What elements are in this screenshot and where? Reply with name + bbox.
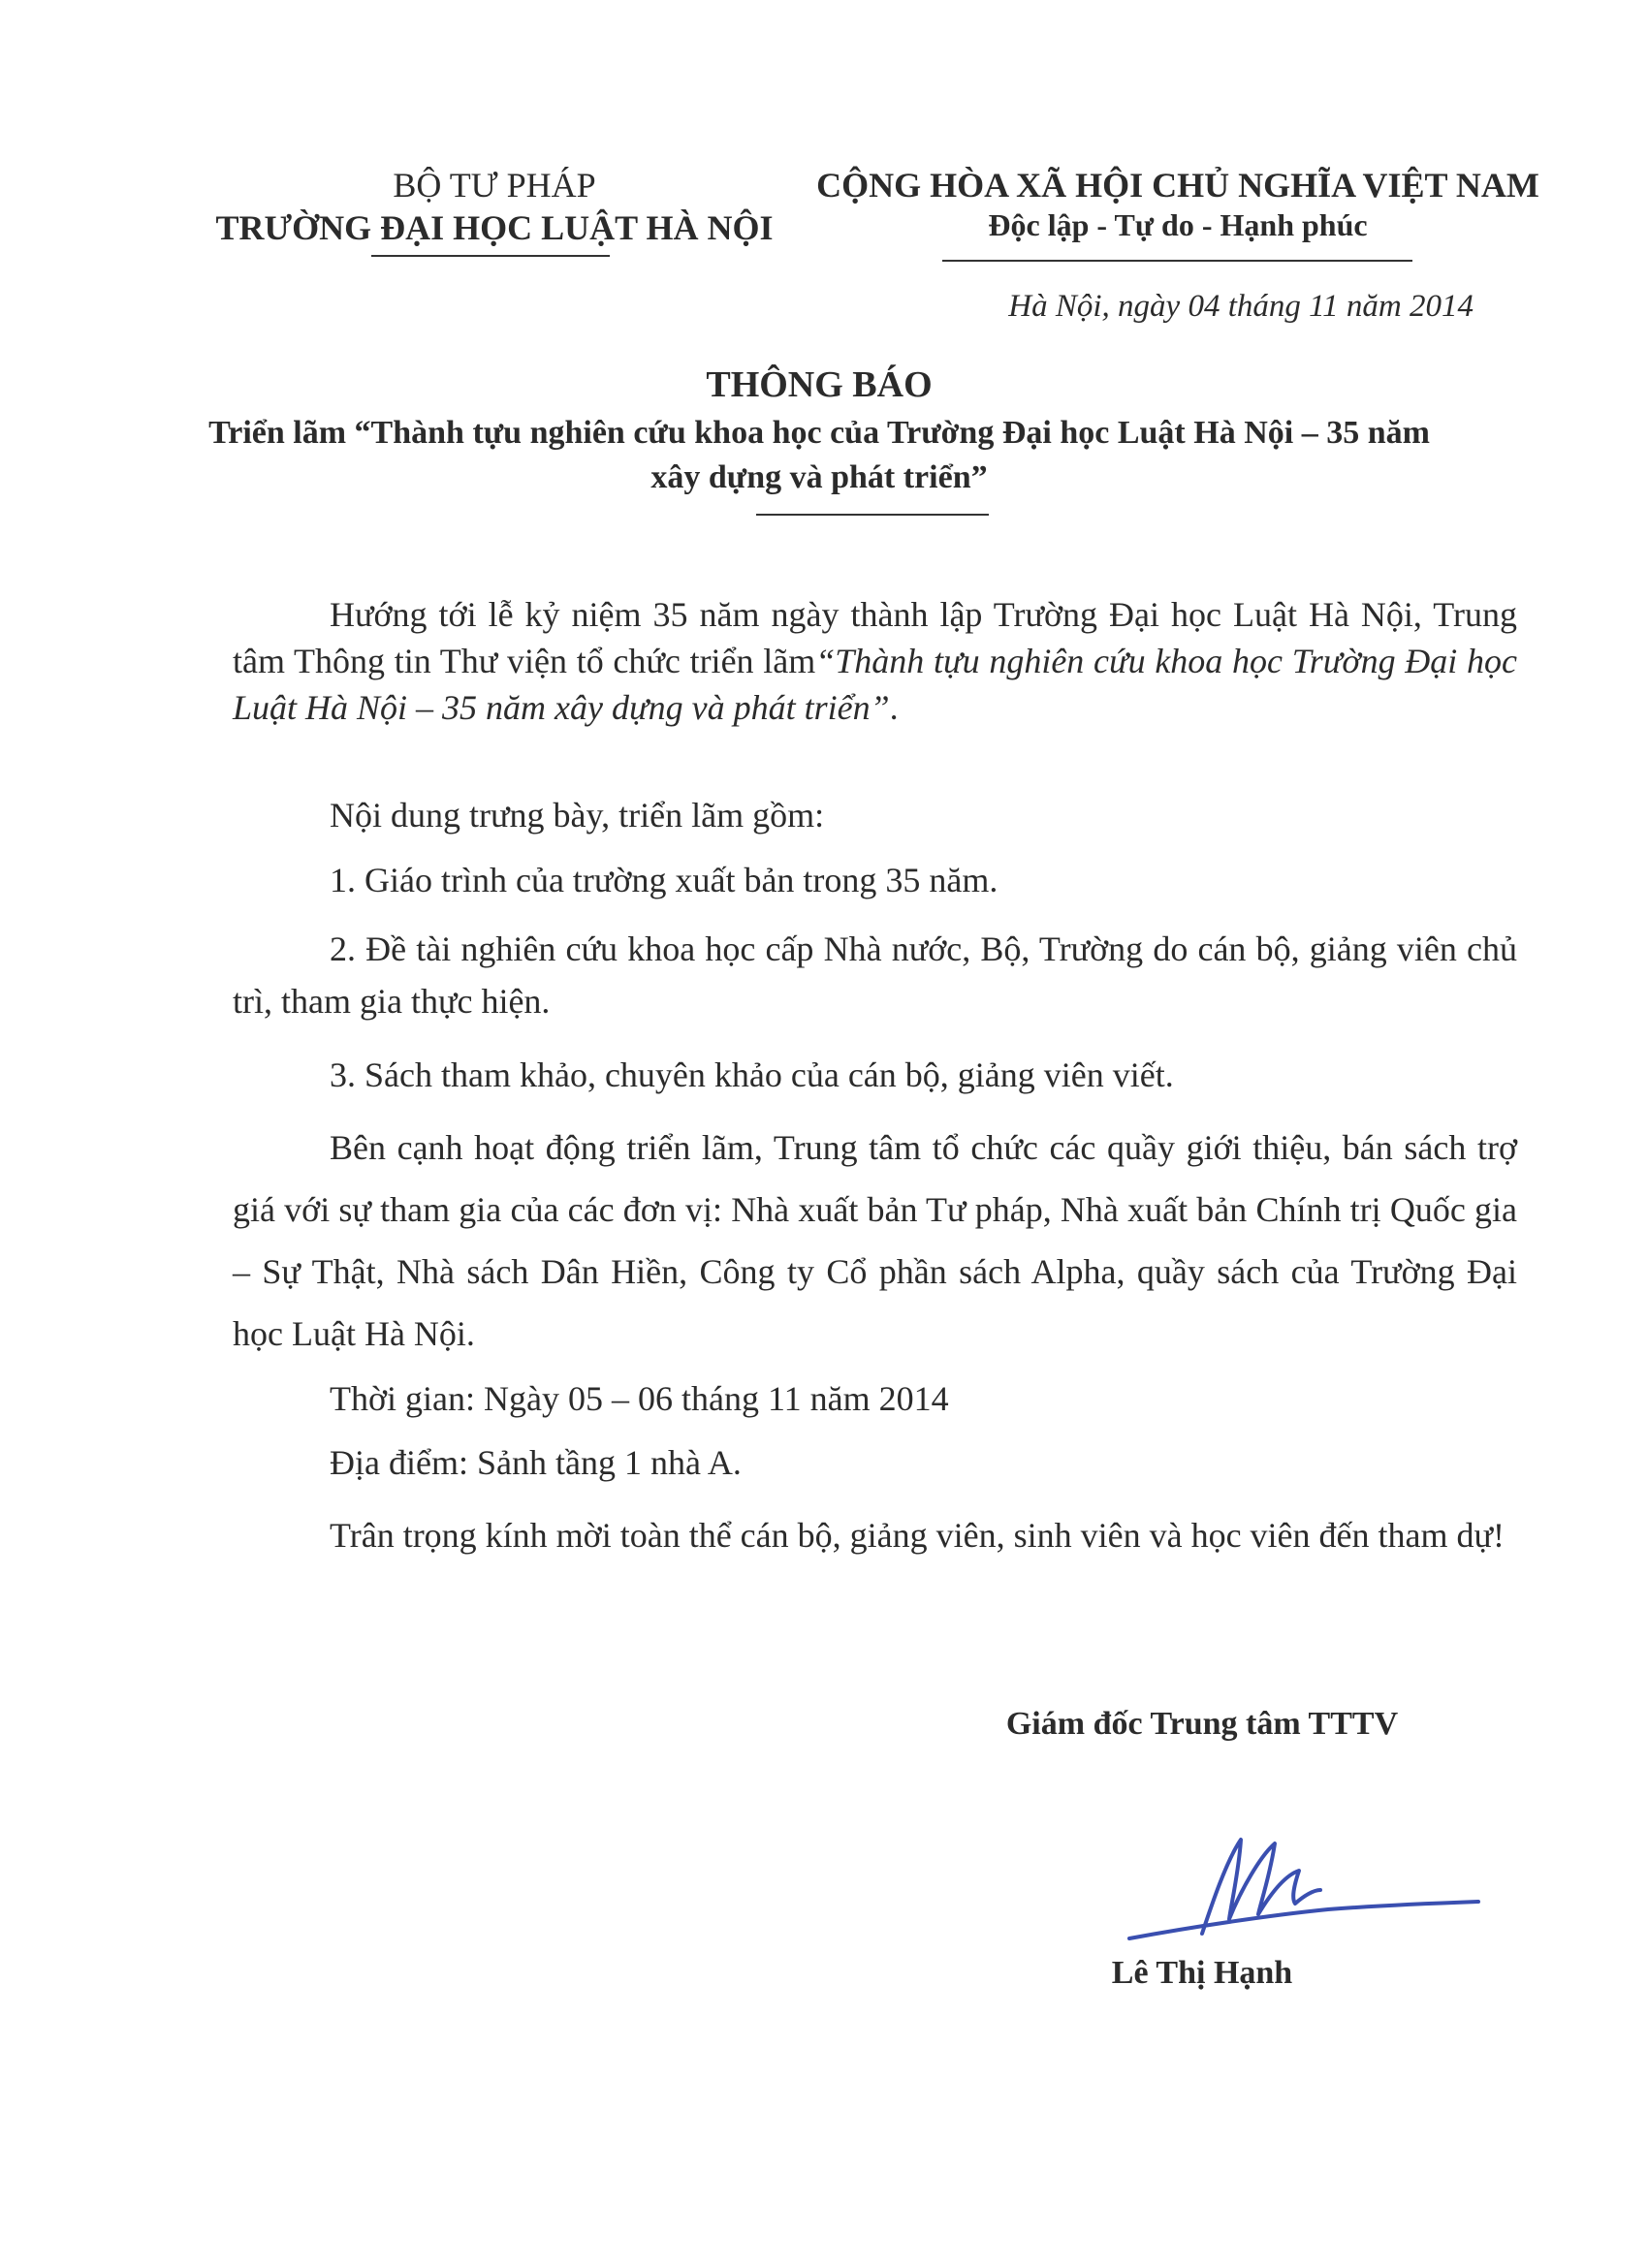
document-subtitle: Triển lãm “Thành tựu nghiên cứu khoa học của Trường Đại học Luật Hà Nội – 35 năm xây dựng và phát triển” bbox=[208, 415, 1430, 495]
exhibition-name: “Thành tựu nghiên cứu khoa học Trường Đại học Luật Hà Nội – 35 năm xây dựng và phát triển” bbox=[233, 642, 1517, 727]
event-place: Địa điểm: Sảnh tầng 1 nhà A. bbox=[330, 1443, 742, 1482]
header-right-underline bbox=[942, 260, 1412, 262]
event-time: Thời gian: Ngày 05 – 06 tháng 11 năm 2014 bbox=[330, 1379, 949, 1418]
list-item-2: 2. Đề tài nghiên cứu khoa học cấp Nhà nước, Bộ, Trường do cán bộ, giảng viên chủ trì, tham gia thực hiện. bbox=[233, 929, 1517, 1021]
intro-paragraph bbox=[233, 591, 1517, 731]
side-activity-paragraph: Bên cạnh hoạt động triển lãm, Trung tâm tổ chức các quầy giới thiệu, bán sách trợ giá với sự tham gia của các đơn vị: Nhà xuất bản Tư pháp, Nhà xuất bản Chính trị Quốc gia – Sự Thật, Nhà sách Dân Hiền, Công ty Cổ phần sách Alpha, quầy sách của Trường Đại học Luật Hà Nội. bbox=[233, 1128, 1517, 1353]
header-left-underline bbox=[371, 255, 610, 257]
content-heading: Nội dung trưng bày, triển lãm gồm: bbox=[330, 796, 825, 835]
nation-name: CỘNG HÒA XÃ HỘI CHỦ NGHĨA VIỆT NAM bbox=[816, 166, 1539, 205]
handwritten-signature bbox=[1115, 1822, 1483, 1958]
school-name: TRƯỜNG ĐẠI HỌC LUẬT HÀ NỘI bbox=[215, 208, 774, 247]
signer-name: Lê Thị Hạnh bbox=[1111, 1955, 1293, 1991]
list-item-1: 1. Giáo trình của trường xuất bản trong 35 năm. bbox=[330, 861, 998, 899]
intro-end: . bbox=[889, 688, 899, 727]
list-item-3: 3. Sách tham khảo, chuyên khảo của cán bộ, giảng viên viết. bbox=[330, 1055, 1174, 1094]
national-motto: Độc lập - Tự do - Hạnh phúc bbox=[988, 207, 1368, 242]
document-title: THÔNG BÁO bbox=[706, 364, 933, 405]
invitation-paragraph: Trân trọng kính mời toàn thể cán bộ, giảng viên, sinh viên và học viên đến tham dự! bbox=[330, 1516, 1505, 1555]
intro-plain-text: Hướng tới lễ kỷ niệm 35 năm ngày thành lập Trường Đại học Luật Hà Nội, Trung tâm Thông tin Thư viện tổ chức triển lãm bbox=[233, 595, 1517, 680]
title-divider bbox=[756, 514, 989, 516]
dateline: Hà Nội, ngày 04 tháng 11 năm 2014 bbox=[1008, 289, 1474, 324]
ministry-name: BỘ TƯ PHÁP bbox=[393, 166, 596, 205]
signer-title: Giám đốc Trung tâm TTTV bbox=[1005, 1706, 1399, 1742]
